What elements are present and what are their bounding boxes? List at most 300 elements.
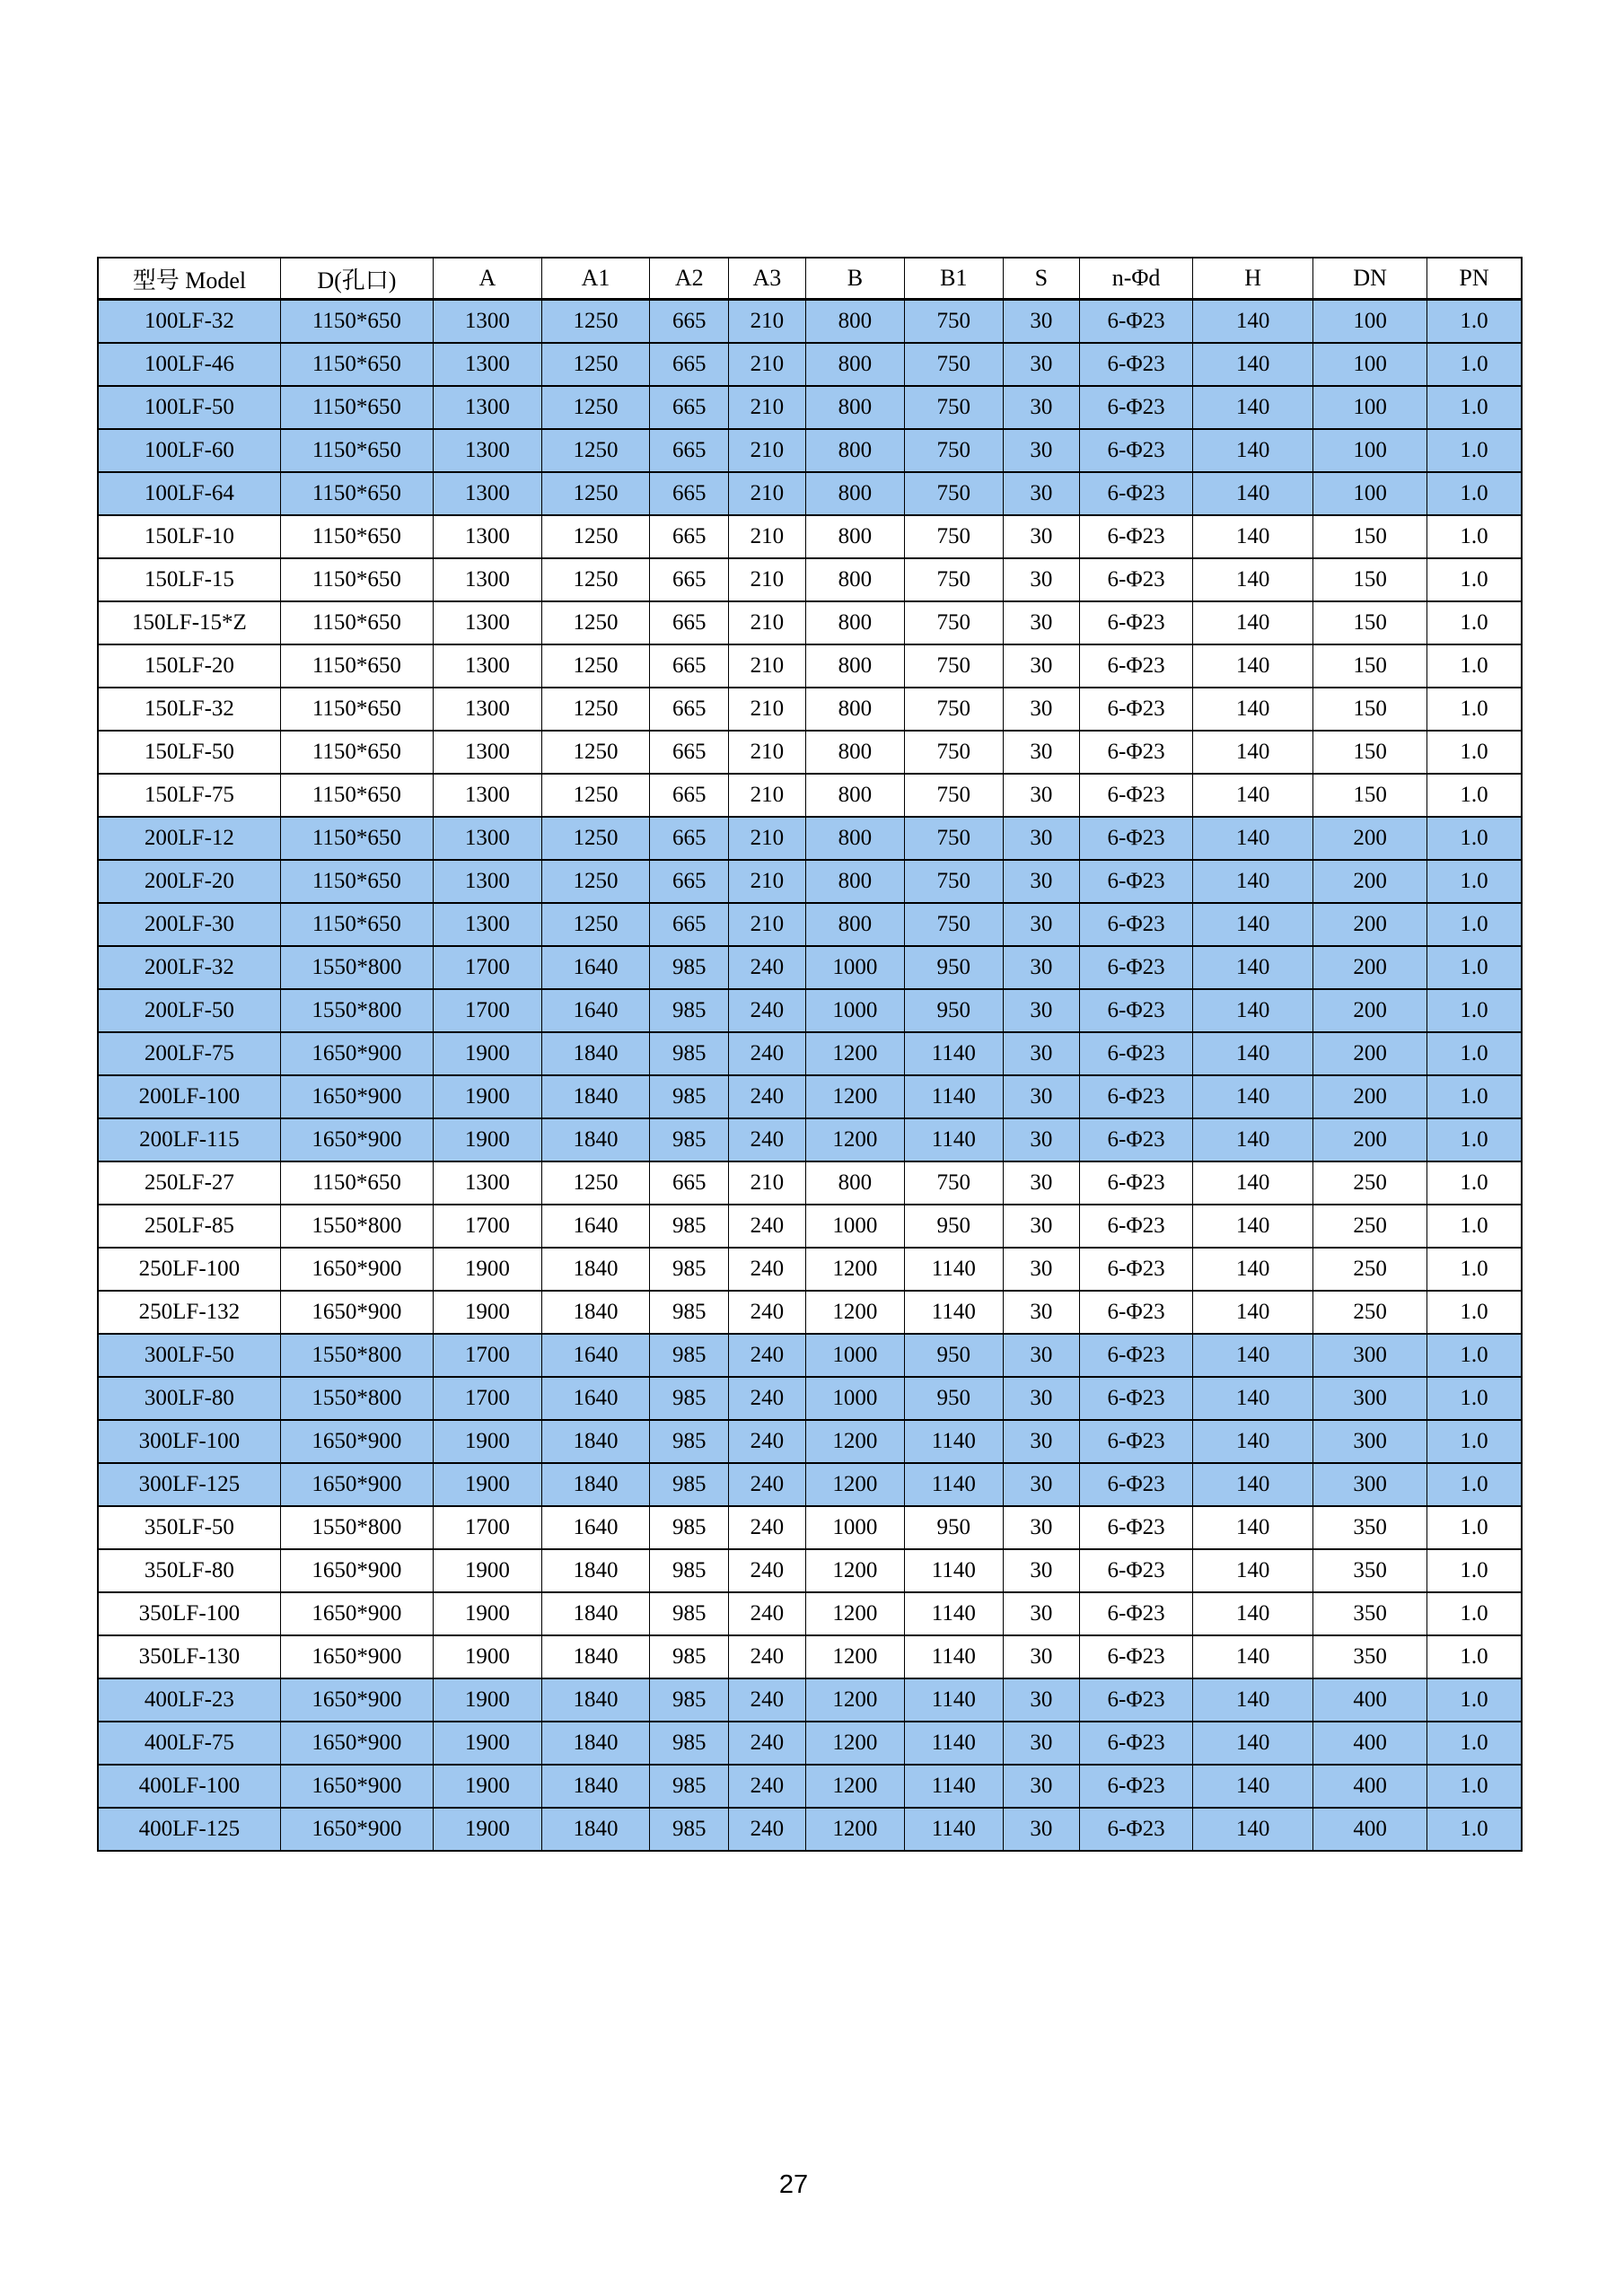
value-cell: 240 xyxy=(729,1506,806,1549)
value-cell: 30 xyxy=(1003,300,1080,344)
value-cell: 1200 xyxy=(805,1549,904,1592)
value-cell: 1200 xyxy=(805,1248,904,1291)
value-cell: 665 xyxy=(650,601,729,644)
value-cell: 1.0 xyxy=(1427,558,1522,601)
value-cell: 665 xyxy=(650,817,729,860)
column-header-2: A xyxy=(433,258,541,300)
value-cell: 1.0 xyxy=(1427,300,1522,344)
value-cell: 1.0 xyxy=(1427,1075,1522,1118)
column-header-1: D(孔口) xyxy=(280,258,433,300)
value-cell: 1900 xyxy=(433,1032,541,1075)
value-cell: 250 xyxy=(1313,1291,1427,1334)
value-cell: 985 xyxy=(650,1722,729,1765)
value-cell: 750 xyxy=(905,644,1003,688)
value-cell: 240 xyxy=(729,1549,806,1592)
table-row xyxy=(98,515,1522,558)
value-cell: 1200 xyxy=(805,1678,904,1722)
value-cell: 150 xyxy=(1313,515,1427,558)
value-cell: 1300 xyxy=(433,472,541,515)
model-cell: 100LF-64 xyxy=(98,472,280,515)
value-cell: 140 xyxy=(1193,817,1313,860)
value-cell: 665 xyxy=(650,472,729,515)
table-row xyxy=(98,429,1522,472)
table-row xyxy=(98,1118,1522,1161)
value-cell: 665 xyxy=(650,644,729,688)
value-cell: 1840 xyxy=(541,1291,650,1334)
value-cell: 1.0 xyxy=(1427,472,1522,515)
value-cell: 985 xyxy=(650,1248,729,1291)
table-row xyxy=(98,1032,1522,1075)
value-cell: 1300 xyxy=(433,644,541,688)
value-cell: 1140 xyxy=(905,1075,1003,1118)
value-cell: 1140 xyxy=(905,1032,1003,1075)
value-cell: 200 xyxy=(1313,989,1427,1032)
value-cell: 665 xyxy=(650,343,729,386)
value-cell: 800 xyxy=(805,515,904,558)
value-cell: 6-Φ23 xyxy=(1080,515,1193,558)
value-cell: 750 xyxy=(905,817,1003,860)
value-cell: 100 xyxy=(1313,343,1427,386)
value-cell: 750 xyxy=(905,774,1003,817)
value-cell: 30 xyxy=(1003,731,1080,774)
value-cell: 665 xyxy=(650,300,729,344)
value-cell: 140 xyxy=(1193,731,1313,774)
value-cell: 1900 xyxy=(433,1722,541,1765)
value-cell: 6-Φ23 xyxy=(1080,688,1193,731)
model-cell: 300LF-100 xyxy=(98,1420,280,1463)
value-cell: 1650*900 xyxy=(280,1808,433,1851)
model-cell: 400LF-75 xyxy=(98,1722,280,1765)
value-cell: 1140 xyxy=(905,1592,1003,1635)
value-cell: 985 xyxy=(650,1291,729,1334)
value-cell: 140 xyxy=(1193,1032,1313,1075)
value-cell: 1250 xyxy=(541,731,650,774)
value-cell: 6-Φ23 xyxy=(1080,343,1193,386)
model-cell: 100LF-60 xyxy=(98,429,280,472)
value-cell: 1650*900 xyxy=(280,1765,433,1808)
value-cell: 1250 xyxy=(541,860,650,903)
value-cell: 200 xyxy=(1313,946,1427,989)
value-cell: 1550*800 xyxy=(280,1205,433,1248)
value-cell: 800 xyxy=(805,731,904,774)
value-cell: 210 xyxy=(729,386,806,429)
value-cell: 1.0 xyxy=(1427,1722,1522,1765)
value-cell: 1700 xyxy=(433,1377,541,1420)
value-cell: 30 xyxy=(1003,1765,1080,1808)
table-row xyxy=(98,774,1522,817)
value-cell: 1300 xyxy=(433,860,541,903)
value-cell: 1640 xyxy=(541,1334,650,1377)
value-cell: 250 xyxy=(1313,1161,1427,1205)
value-cell: 1000 xyxy=(805,1334,904,1377)
value-cell: 140 xyxy=(1193,1075,1313,1118)
value-cell: 140 xyxy=(1193,903,1313,946)
value-cell: 800 xyxy=(805,601,904,644)
value-cell: 1640 xyxy=(541,1506,650,1549)
value-cell: 1700 xyxy=(433,989,541,1032)
value-cell: 140 xyxy=(1193,601,1313,644)
value-cell: 6-Φ23 xyxy=(1080,472,1193,515)
value-cell: 210 xyxy=(729,688,806,731)
value-cell: 1.0 xyxy=(1427,1549,1522,1592)
model-cell: 100LF-50 xyxy=(98,386,280,429)
value-cell: 1140 xyxy=(905,1635,1003,1678)
column-header-6: B xyxy=(805,258,904,300)
model-cell: 350LF-100 xyxy=(98,1592,280,1635)
value-cell: 200 xyxy=(1313,817,1427,860)
value-cell: 1150*650 xyxy=(280,644,433,688)
value-cell: 665 xyxy=(650,688,729,731)
value-cell: 240 xyxy=(729,1334,806,1377)
value-cell: 1.0 xyxy=(1427,1118,1522,1161)
value-cell: 1250 xyxy=(541,472,650,515)
value-cell: 300 xyxy=(1313,1463,1427,1506)
value-cell: 6-Φ23 xyxy=(1080,1032,1193,1075)
value-cell: 985 xyxy=(650,1377,729,1420)
model-cell: 200LF-75 xyxy=(98,1032,280,1075)
value-cell: 1840 xyxy=(541,1678,650,1722)
value-cell: 1.0 xyxy=(1427,1161,1522,1205)
value-cell: 6-Φ23 xyxy=(1080,429,1193,472)
value-cell: 1200 xyxy=(805,1765,904,1808)
model-cell: 400LF-100 xyxy=(98,1765,280,1808)
table-row xyxy=(98,1075,1522,1118)
model-cell: 350LF-80 xyxy=(98,1549,280,1592)
model-cell: 350LF-50 xyxy=(98,1506,280,1549)
value-cell: 1150*650 xyxy=(280,903,433,946)
value-cell: 240 xyxy=(729,1205,806,1248)
value-cell: 6-Φ23 xyxy=(1080,1808,1193,1851)
model-cell: 150LF-75 xyxy=(98,774,280,817)
value-cell: 800 xyxy=(805,817,904,860)
value-cell: 1300 xyxy=(433,343,541,386)
value-cell: 1140 xyxy=(905,1118,1003,1161)
value-cell: 6-Φ23 xyxy=(1080,1205,1193,1248)
value-cell: 140 xyxy=(1193,1161,1313,1205)
value-cell: 1300 xyxy=(433,903,541,946)
value-cell: 985 xyxy=(650,1592,729,1635)
value-cell: 800 xyxy=(805,774,904,817)
value-cell: 1200 xyxy=(805,1075,904,1118)
value-cell: 140 xyxy=(1193,1118,1313,1161)
value-cell: 1840 xyxy=(541,1075,650,1118)
value-cell: 350 xyxy=(1313,1592,1427,1635)
value-cell: 30 xyxy=(1003,946,1080,989)
value-cell: 1140 xyxy=(905,1291,1003,1334)
value-cell: 985 xyxy=(650,1506,729,1549)
value-cell: 985 xyxy=(650,1075,729,1118)
model-cell: 150LF-15*Z xyxy=(98,601,280,644)
table-row xyxy=(98,946,1522,989)
value-cell: 1250 xyxy=(541,601,650,644)
value-cell: 1300 xyxy=(433,731,541,774)
value-cell: 1200 xyxy=(805,1592,904,1635)
model-cell: 100LF-32 xyxy=(98,300,280,344)
table-row xyxy=(98,1635,1522,1678)
model-cell: 200LF-32 xyxy=(98,946,280,989)
value-cell: 750 xyxy=(905,558,1003,601)
value-cell: 30 xyxy=(1003,429,1080,472)
value-cell: 30 xyxy=(1003,644,1080,688)
value-cell: 1650*900 xyxy=(280,1291,433,1334)
value-cell: 140 xyxy=(1193,1463,1313,1506)
table-row xyxy=(98,1765,1522,1808)
value-cell: 6-Φ23 xyxy=(1080,1463,1193,1506)
value-cell: 6-Φ23 xyxy=(1080,1377,1193,1420)
value-cell: 200 xyxy=(1313,1075,1427,1118)
column-header-9: n-Φd xyxy=(1080,258,1193,300)
value-cell: 30 xyxy=(1003,1161,1080,1205)
value-cell: 6-Φ23 xyxy=(1080,1549,1193,1592)
value-cell: 210 xyxy=(729,343,806,386)
model-cell: 150LF-10 xyxy=(98,515,280,558)
value-cell: 6-Φ23 xyxy=(1080,1161,1193,1205)
table-row xyxy=(98,1722,1522,1765)
value-cell: 1840 xyxy=(541,1592,650,1635)
value-cell: 30 xyxy=(1003,1118,1080,1161)
value-cell: 140 xyxy=(1193,1377,1313,1420)
value-cell: 1.0 xyxy=(1427,1248,1522,1291)
value-cell: 950 xyxy=(905,946,1003,989)
column-header-8: S xyxy=(1003,258,1080,300)
value-cell: 210 xyxy=(729,903,806,946)
value-cell: 240 xyxy=(729,1678,806,1722)
value-cell: 150 xyxy=(1313,558,1427,601)
value-cell: 100 xyxy=(1313,386,1427,429)
value-cell: 1.0 xyxy=(1427,1291,1522,1334)
value-cell: 1150*650 xyxy=(280,774,433,817)
value-cell: 30 xyxy=(1003,1248,1080,1291)
value-cell: 140 xyxy=(1193,515,1313,558)
table-row xyxy=(98,989,1522,1032)
value-cell: 1840 xyxy=(541,1420,650,1463)
value-cell: 800 xyxy=(805,688,904,731)
table-row xyxy=(98,860,1522,903)
value-cell: 1.0 xyxy=(1427,1463,1522,1506)
value-cell: 140 xyxy=(1193,558,1313,601)
value-cell: 1650*900 xyxy=(280,1463,433,1506)
column-header-3: A1 xyxy=(541,258,650,300)
value-cell: 210 xyxy=(729,558,806,601)
value-cell: 30 xyxy=(1003,1549,1080,1592)
model-cell: 300LF-125 xyxy=(98,1463,280,1506)
value-cell: 1840 xyxy=(541,1722,650,1765)
value-cell: 1140 xyxy=(905,1765,1003,1808)
value-cell: 30 xyxy=(1003,774,1080,817)
table-row xyxy=(98,472,1522,515)
value-cell: 1.0 xyxy=(1427,1420,1522,1463)
value-cell: 140 xyxy=(1193,1420,1313,1463)
value-cell: 1150*650 xyxy=(280,472,433,515)
value-cell: 950 xyxy=(905,1506,1003,1549)
table-row xyxy=(98,1248,1522,1291)
value-cell: 1150*650 xyxy=(280,515,433,558)
value-cell: 240 xyxy=(729,1377,806,1420)
value-cell: 30 xyxy=(1003,903,1080,946)
value-cell: 200 xyxy=(1313,1032,1427,1075)
value-cell: 985 xyxy=(650,1635,729,1678)
value-cell: 1840 xyxy=(541,1118,650,1161)
value-cell: 1.0 xyxy=(1427,731,1522,774)
value-cell: 665 xyxy=(650,386,729,429)
value-cell: 800 xyxy=(805,429,904,472)
value-cell: 1000 xyxy=(805,989,904,1032)
value-cell: 985 xyxy=(650,989,729,1032)
table-row xyxy=(98,1291,1522,1334)
value-cell: 400 xyxy=(1313,1722,1427,1765)
value-cell: 6-Φ23 xyxy=(1080,558,1193,601)
value-cell: 1900 xyxy=(433,1808,541,1851)
value-cell: 1.0 xyxy=(1427,1205,1522,1248)
value-cell: 6-Φ23 xyxy=(1080,644,1193,688)
value-cell: 240 xyxy=(729,1463,806,1506)
value-cell: 140 xyxy=(1193,1635,1313,1678)
model-cell: 100LF-46 xyxy=(98,343,280,386)
value-cell: 30 xyxy=(1003,1722,1080,1765)
value-cell: 400 xyxy=(1313,1678,1427,1722)
column-header-10: H xyxy=(1193,258,1313,300)
table-row xyxy=(98,558,1522,601)
value-cell: 210 xyxy=(729,731,806,774)
value-cell: 985 xyxy=(650,1463,729,1506)
value-cell: 985 xyxy=(650,1334,729,1377)
value-cell: 1150*650 xyxy=(280,817,433,860)
value-cell: 1000 xyxy=(805,1205,904,1248)
value-cell: 1640 xyxy=(541,1205,650,1248)
table-row xyxy=(98,644,1522,688)
model-cell: 200LF-12 xyxy=(98,817,280,860)
value-cell: 240 xyxy=(729,1118,806,1161)
value-cell: 6-Φ23 xyxy=(1080,1075,1193,1118)
value-cell: 1140 xyxy=(905,1722,1003,1765)
value-cell: 140 xyxy=(1193,386,1313,429)
table-row xyxy=(98,343,1522,386)
value-cell: 6-Φ23 xyxy=(1080,1420,1193,1463)
value-cell: 1900 xyxy=(433,1592,541,1635)
value-cell: 400 xyxy=(1313,1765,1427,1808)
value-cell: 1150*650 xyxy=(280,860,433,903)
value-cell: 1640 xyxy=(541,1377,650,1420)
value-cell: 1150*650 xyxy=(280,688,433,731)
value-cell: 1900 xyxy=(433,1420,541,1463)
model-cell: 150LF-50 xyxy=(98,731,280,774)
value-cell: 950 xyxy=(905,1205,1003,1248)
value-cell: 1900 xyxy=(433,1678,541,1722)
value-cell: 750 xyxy=(905,601,1003,644)
model-cell: 200LF-50 xyxy=(98,989,280,1032)
model-cell: 150LF-20 xyxy=(98,644,280,688)
value-cell: 1000 xyxy=(805,1377,904,1420)
value-cell: 1700 xyxy=(433,1205,541,1248)
model-cell: 400LF-23 xyxy=(98,1678,280,1722)
value-cell: 140 xyxy=(1193,429,1313,472)
value-cell: 1.0 xyxy=(1427,1032,1522,1075)
value-cell: 1300 xyxy=(433,601,541,644)
value-cell: 30 xyxy=(1003,558,1080,601)
value-cell: 1150*650 xyxy=(280,1161,433,1205)
value-cell: 6-Φ23 xyxy=(1080,1248,1193,1291)
value-cell: 750 xyxy=(905,343,1003,386)
value-cell: 1000 xyxy=(805,946,904,989)
value-cell: 1250 xyxy=(541,515,650,558)
value-cell: 985 xyxy=(650,1205,729,1248)
value-cell: 1300 xyxy=(433,774,541,817)
value-cell: 1.0 xyxy=(1427,429,1522,472)
value-cell: 140 xyxy=(1193,1592,1313,1635)
value-cell: 1900 xyxy=(433,1291,541,1334)
value-cell: 1200 xyxy=(805,1420,904,1463)
value-cell: 800 xyxy=(805,1161,904,1205)
value-cell: 1140 xyxy=(905,1420,1003,1463)
value-cell: 665 xyxy=(650,774,729,817)
value-cell: 1550*800 xyxy=(280,1334,433,1377)
value-cell: 6-Φ23 xyxy=(1080,386,1193,429)
table-row xyxy=(98,817,1522,860)
value-cell: 1250 xyxy=(541,343,650,386)
table-row xyxy=(98,1506,1522,1549)
value-cell: 750 xyxy=(905,300,1003,344)
value-cell: 1250 xyxy=(541,429,650,472)
value-cell: 300 xyxy=(1313,1377,1427,1420)
value-cell: 1650*900 xyxy=(280,1549,433,1592)
value-cell: 1150*650 xyxy=(280,601,433,644)
value-cell: 1640 xyxy=(541,989,650,1032)
value-cell: 665 xyxy=(650,860,729,903)
table-row xyxy=(98,731,1522,774)
value-cell: 1.0 xyxy=(1427,817,1522,860)
value-cell: 1250 xyxy=(541,300,650,344)
value-cell: 240 xyxy=(729,1808,806,1851)
model-cell: 200LF-30 xyxy=(98,903,280,946)
value-cell: 240 xyxy=(729,1722,806,1765)
model-cell: 300LF-50 xyxy=(98,1334,280,1377)
table-row xyxy=(98,1463,1522,1506)
value-cell: 100 xyxy=(1313,429,1427,472)
value-cell: 210 xyxy=(729,601,806,644)
value-cell: 1700 xyxy=(433,946,541,989)
value-cell: 210 xyxy=(729,1161,806,1205)
value-cell: 6-Φ23 xyxy=(1080,1635,1193,1678)
value-cell: 985 xyxy=(650,946,729,989)
value-cell: 6-Φ23 xyxy=(1080,300,1193,344)
value-cell: 1300 xyxy=(433,817,541,860)
table-row xyxy=(98,386,1522,429)
value-cell: 6-Φ23 xyxy=(1080,1592,1193,1635)
value-cell: 30 xyxy=(1003,860,1080,903)
table-row xyxy=(98,601,1522,644)
value-cell: 1300 xyxy=(433,688,541,731)
value-cell: 1200 xyxy=(805,1722,904,1765)
value-cell: 1.0 xyxy=(1427,1678,1522,1722)
value-cell: 150 xyxy=(1313,688,1427,731)
value-cell: 1.0 xyxy=(1427,1334,1522,1377)
value-cell: 30 xyxy=(1003,1506,1080,1549)
table-row xyxy=(98,1161,1522,1205)
value-cell: 1840 xyxy=(541,1635,650,1678)
value-cell: 1840 xyxy=(541,1765,650,1808)
value-cell: 300 xyxy=(1313,1334,1427,1377)
value-cell: 140 xyxy=(1193,1722,1313,1765)
value-cell: 140 xyxy=(1193,1291,1313,1334)
value-cell: 1650*900 xyxy=(280,1032,433,1075)
value-cell: 140 xyxy=(1193,1205,1313,1248)
value-cell: 1550*800 xyxy=(280,989,433,1032)
value-cell: 140 xyxy=(1193,1248,1313,1291)
value-cell: 6-Φ23 xyxy=(1080,1678,1193,1722)
value-cell: 6-Φ23 xyxy=(1080,1765,1193,1808)
value-cell: 1650*900 xyxy=(280,1420,433,1463)
value-cell: 1.0 xyxy=(1427,860,1522,903)
